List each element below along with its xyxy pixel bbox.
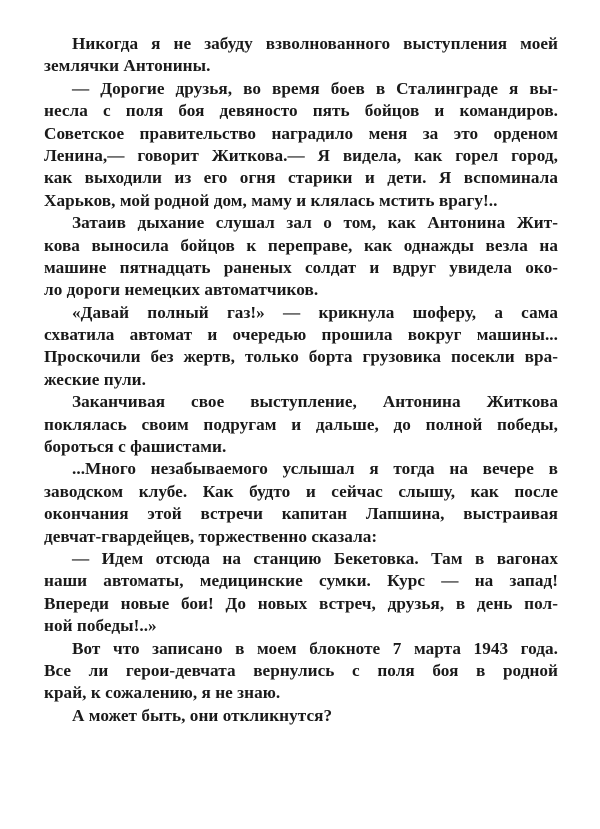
paragraph-6: [44, 458, 558, 548]
text-line: Затаив дыхание слушал зал о том, как Антонина Жит-: [72, 213, 558, 233]
text-line: окончания этой встречи капитан Лапшина, выстраивая: [44, 504, 558, 524]
paragraph-8: [44, 638, 558, 705]
text-line: поклялась своим подругам и дальше, до полной победы,: [44, 414, 558, 434]
paragraph-3: [44, 212, 558, 302]
text-line: наши автоматы, медицинские сумки. Курс — на запад!: [44, 571, 558, 591]
text-line: Все ли герои-девчата вернулись с поля боя в родной: [44, 660, 558, 680]
text-line: землячки Антонины.: [44, 56, 211, 76]
text-line: Харьков, мой родной дом, маму и клялась мстить врагу!..: [44, 190, 498, 210]
text-line: — Идем отсюда на станцию Бекетовка. Там в вагонах: [72, 548, 558, 568]
text-line: Советское правительство наградило меня за это орденом: [44, 123, 558, 143]
paragraph-1: [44, 33, 558, 78]
text-line: машине пятнадцать раненых солдат и вдруг увидела око-: [44, 257, 558, 277]
text-line: ной победы!..»: [44, 616, 157, 636]
text-line: заводском клубе. Как будто и сейчас слышу, как после: [44, 481, 558, 501]
book-page-text: [44, 33, 558, 727]
paragraph-5: [44, 391, 558, 458]
text-line: Никогда я не забуду взволнованного выступления моей: [72, 34, 558, 53]
text-line: жеские пули.: [44, 369, 146, 389]
text-line: схватила автомат и очередью прошила вокруг машины...: [44, 325, 558, 345]
text-line: ...Много незабываемого услышал я тогда на вечере в: [72, 459, 558, 479]
text-line: девчат-гвардейцев, торжественно сказала:: [44, 526, 378, 546]
text-line: Вот что записано в моем блокноте 7 марта 1943 года.: [72, 638, 558, 658]
paragraph-4: [44, 302, 558, 392]
text-line: Заканчивая свое выступление, Антонина Житкова: [72, 392, 558, 412]
text-line: бороться с фашистами.: [44, 437, 227, 457]
paragraph-7: [44, 548, 558, 638]
text-line: несла с поля боя девяносто пять бойцов и командиров.: [44, 101, 558, 121]
text-line: Впереди новые бои! До новых встреч, друзья, в день пол-: [44, 593, 558, 613]
paragraph-9: [44, 705, 558, 727]
text-line: кова выносила бойцов к переправе, как однажды везла на: [44, 235, 558, 255]
text-line: — Дорогие друзья, во время боев в Сталинграде я вы-: [72, 78, 558, 98]
text-line: край, к сожалению, я не знаю.: [44, 683, 281, 703]
text-line: А может быть, они откликнутся?: [72, 705, 333, 725]
text-line: как выходили из его огня старики и дети. Я вспоминала: [44, 168, 558, 188]
text-line: Ленина,— говорит Житкова.— Я видела, как горел город,: [44, 145, 558, 165]
text-line: «Давай полный газ!» — крикнула шоферу, а сама: [72, 302, 558, 322]
text-line: Проскочили без жертв, только борта грузовика посекли вра-: [44, 347, 558, 367]
text-line: ло дороги немецких автоматчиков.: [44, 280, 319, 300]
paragraph-2: [44, 78, 558, 212]
